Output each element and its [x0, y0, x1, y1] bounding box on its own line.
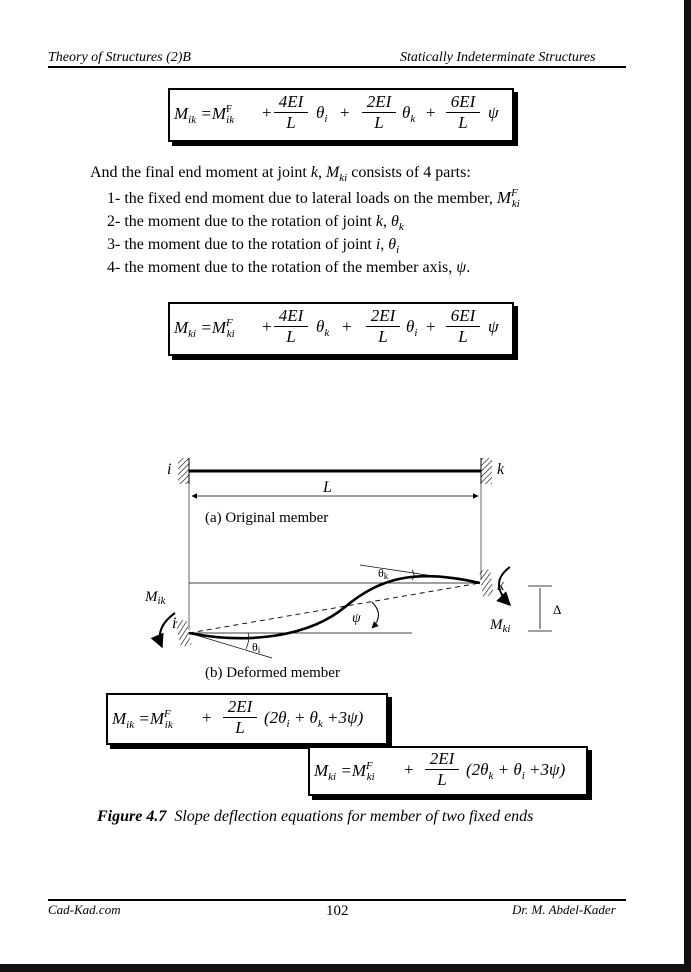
eq1-plus3: +: [426, 103, 436, 122]
theta-k-arc: [412, 570, 414, 580]
eq2-plus3: +: [426, 317, 436, 336]
eq4-frac: $\frac{2EI}{L}$: [425, 749, 459, 790]
eq3-frac: $\frac{2EI}{L}$: [223, 697, 257, 738]
figure-caption-text: Slope deflection equations for member of two fixed ends: [166, 808, 534, 825]
eq2-psi: ψ: [488, 317, 499, 336]
list-item-1: 1- the fixed end moment due to lateral loads on the member, $M^F_{ki}$: [107, 187, 520, 210]
footer-right: Dr. M. Abdel-Kader: [512, 902, 616, 917]
caption-b: (b) Deformed member: [205, 665, 340, 681]
header-right: Statically Indeterminate Structures: [400, 50, 596, 65]
label-k-top: k: [497, 461, 505, 478]
eq1-frac2: $\frac{2EI}{L}$: [362, 92, 396, 133]
equation-box-mik: [168, 88, 514, 142]
label-mik: $M_{ik}$: [145, 589, 166, 607]
support-k-top: [481, 458, 492, 484]
footer-left: Cad-Kad.com: [48, 902, 121, 917]
deformed-member: [189, 576, 480, 638]
figure-caption-label: Figure 4.7: [97, 808, 167, 825]
page-edge-right: [684, 0, 691, 972]
label-delta: Δ: [553, 602, 562, 617]
eq2-frac2: $\frac{2EI}{L}$: [366, 306, 400, 347]
label-psi: ψ: [352, 611, 361, 626]
eq2-theta2: $\theta_i$: [406, 317, 418, 339]
eq3-paren: $(2\theta_i + \theta_k +3\psi)$: [264, 708, 364, 730]
label-i-deformed: i: [172, 615, 177, 632]
list-item-4: 4- the moment due to the rotation of the member axis, ψ.: [107, 259, 471, 276]
beam-diagram: [140, 450, 580, 690]
support-i-top: [178, 458, 189, 484]
equation-box-mik-final: [106, 693, 388, 745]
eq2-plus1: +: [262, 317, 272, 336]
label-L: L: [323, 479, 332, 496]
equation-box-mki: [168, 302, 514, 356]
label-theta-i: θi: [252, 640, 261, 655]
eq2-frac3: $\frac{6EI}{L}$: [446, 306, 480, 347]
label-i-top: i: [167, 461, 172, 478]
eq3-plus: +: [202, 708, 212, 727]
eq2-theta1: $\theta_k$: [316, 317, 330, 339]
list-item-3: 3- the moment due to the rotation of joint i, $\theta_i$: [107, 236, 400, 256]
eq1-psi: ψ: [488, 103, 499, 122]
eq1-frac3: $\frac{6EI}{L}$: [446, 92, 480, 133]
psi-arc: [372, 602, 379, 628]
label-theta-k: θk: [378, 566, 389, 581]
list-item-2: 2- the moment due to the rotation of joint k, $\theta_k$: [107, 213, 404, 233]
theta-i-arc: [246, 633, 249, 649]
intro-paragraph: And the final end moment at joint k, $M_{ki}$ consists of 4 parts:: [90, 164, 471, 184]
label-k-deformed: k: [497, 577, 505, 594]
eq1-plus2: +: [340, 103, 350, 122]
figure-caption: [97, 808, 533, 826]
eq1-theta1: $\theta_i$: [316, 103, 328, 125]
eq2-plus2: +: [342, 317, 352, 336]
eq4-lhs: $M_{ki} =M^F_{ki}$: [314, 760, 375, 783]
page-edge-bottom: [0, 964, 691, 972]
eq3-lhs: $M_{ik} =M^F_{ik}$: [112, 708, 173, 731]
eq1-frac1: $\frac{4EI}{L}$: [274, 92, 308, 133]
page-number: 102: [326, 903, 349, 919]
eq1-lhs: $M_{ik} =M^F_{ik}$: [174, 103, 235, 126]
eq4-plus: +: [404, 760, 414, 779]
chord-line: [189, 583, 480, 633]
equation-box-mki-final: [308, 746, 588, 796]
support-k-deformed: [479, 569, 494, 596]
eq1-plus1: +: [262, 103, 272, 122]
caption-a: (a) Original member: [205, 510, 329, 526]
eq1-theta2: $\theta_k$: [402, 103, 416, 125]
footer-rule: [48, 899, 626, 901]
label-mki: $M_{ki}$: [490, 617, 511, 635]
eq2-frac1: $\frac{4EI}{L}$: [274, 306, 308, 347]
header-rule: [48, 66, 626, 68]
eq4-paren: $(2\theta_k + \theta_i +3\psi)$: [466, 760, 566, 782]
header-left: Theory of Structures (2)B: [48, 50, 191, 65]
eq2-lhs: $M_{ki} =M^F_{ki}$: [174, 317, 235, 340]
